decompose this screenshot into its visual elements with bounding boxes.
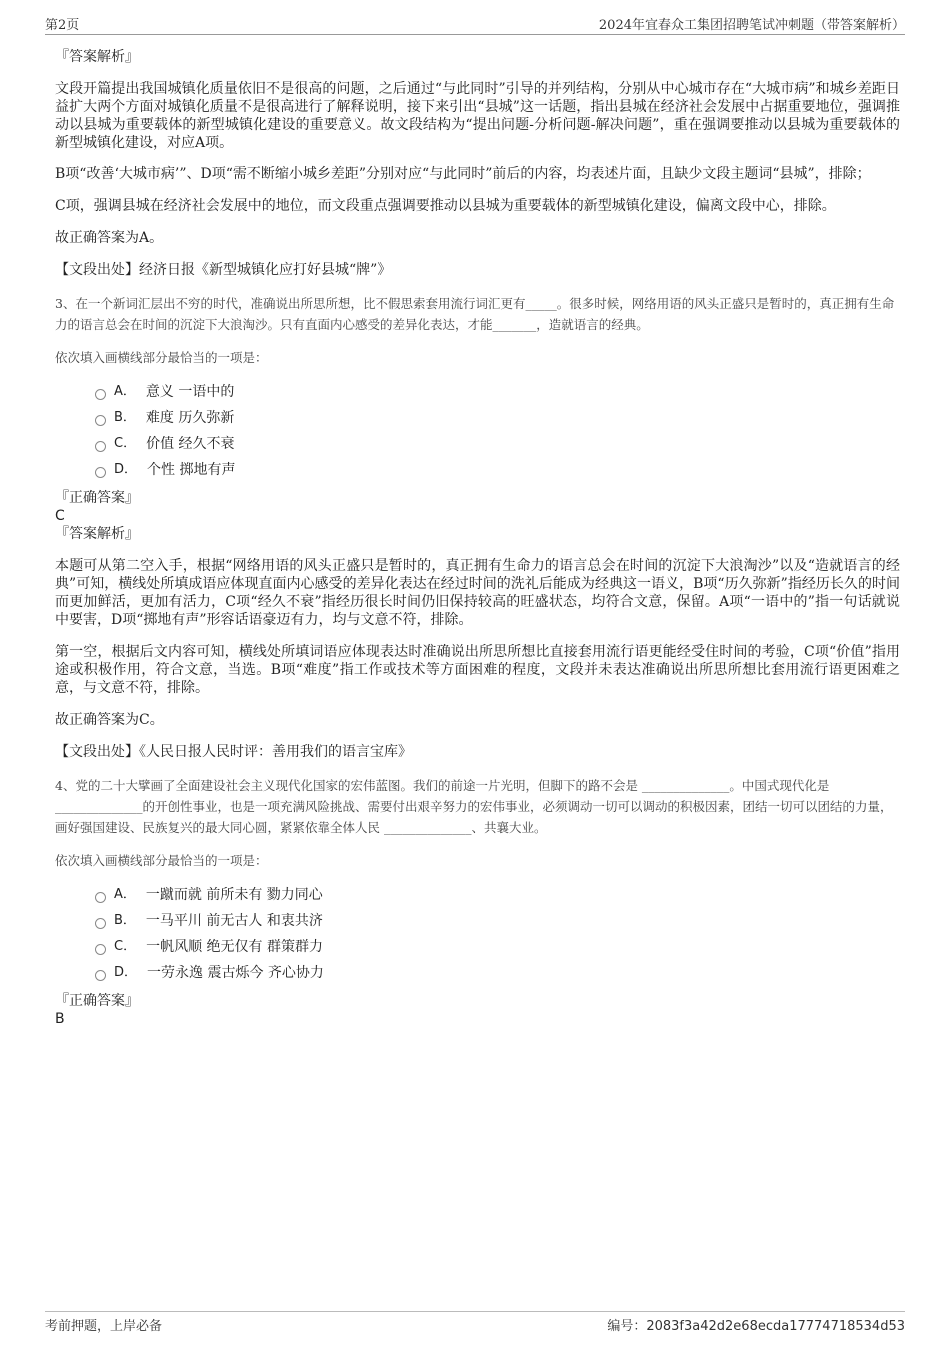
option-c[interactable]: C． 一帆风顺 绝无仅有 群策群力: [95, 934, 900, 960]
analysis-paragraph: B项“改善‘大城市病’”、D项“需不断缩小城乡差距”分别对应“与此同时”前后的内容，均表述片面，且缺少文段主题词“县城”，排除；: [55, 166, 871, 182]
question-text: 3、在一个新词汇层出不穷的时代，准确说出所思所想，比不假思索套用流行词汇更有_____。很多时候，网络用语的风头正盛只是暂时的，真正拥有生命力的语言总会在时间的沉淀下大浪淘沙。只有直面内心感受的差异化表达，才能_______，造就语言的经典。: [55, 296, 895, 332]
answer-label: 『正确答案』: [55, 490, 139, 506]
radio-icon[interactable]: [95, 970, 106, 981]
radio-icon[interactable]: [95, 389, 106, 400]
answer-label: 『正确答案』: [55, 993, 139, 1009]
page-header: [45, 14, 905, 35]
question-instruction: 依次填入画横线部分最恰当的一项是：: [55, 853, 268, 868]
source-citation: 【文段出处】《人民日报人民时评：善用我们的语言宝库》: [55, 744, 412, 760]
option-c[interactable]: C． 价值 经久不衰: [95, 431, 900, 457]
radio-icon[interactable]: [95, 944, 106, 955]
analysis-paragraph: 本题可从第二空入手，根据“网络用语的风头正盛只是暂时的，真正拥有生命力的语言总会在时间的沉淀下大浪淘沙”以及“造就语言的经典”可知，横线处所填成语应体现直面内心感受的差异化表达在经过时间的洗礼后能成为经典这一语义，B项“历久弥新”指经历长久的时间而更加鲜活，更加有活力，C项“经久不衰”指经历很长时间仍旧保持较高的旺盛状态，均符合文意，保留。A项“一语中的”指一句话就说中要害，D项“掷地有声”形容话语豪迈有力，均与文意不符，排除。: [55, 558, 900, 628]
option-b[interactable]: B． 一马平川 前无古人 和衷共济: [95, 908, 900, 934]
question-text: 4、党的二十大擘画了全面建设社会主义现代化国家的宏伟蓝图。我们的前途一片光明，但脚下的路不会是 ______________。中国式现代化是______________的开创性事业，也是一项充满风险挑战、需要付出艰辛努力的宏伟事业，必须调动一切可以调动的积极因素，团结一切可以团结的力量，画好强国建设、民族复兴的最大同心圆，紧紧依靠全体人民 ______________、共襄大业。: [55, 778, 893, 835]
option-a[interactable]: A． 一蹴而就 前所未有 勠力同心: [95, 882, 900, 908]
analysis-paragraph: 文段开篇提出我国城镇化质量依旧不是很高的问题，之后通过“与此同时”引导的并列结构，分别从中心城市存在“大城市病”和城乡差距日益扩大两个方面对城镇化质量不是很高进行了解释说明，接下来引出“县城”这一话题，指出县城在经济社会发展中占据重要地位，强调推动以县城为重要载体的新型城镇化建设的重要意义。故文段结构为“提出问题-分析问题-解决问题”，重在强调要推动以县城为重要载体的新型城镇化建设，对应A项。: [55, 81, 900, 151]
radio-icon[interactable]: [95, 892, 106, 903]
option-list: [55, 882, 900, 986]
radio-icon[interactable]: [95, 415, 106, 426]
analysis-paragraph: C项，强调县城在经济社会发展中的地位，而文段重点强调要推动以县城为重要载体的新型城镇化建设，偏离文段中心，排除。: [55, 198, 836, 214]
option-a[interactable]: A． 意义 一语中的: [95, 379, 900, 405]
correct-answer: B: [55, 1011, 65, 1027]
document-title: 2024年宜春众工集团招聘笔试冲刺题（带答案解析）: [598, 18, 905, 33]
page-footer: [45, 1311, 905, 1337]
page-content: [55, 46, 900, 1028]
question-instruction: 依次填入画横线部分最恰当的一项是：: [55, 350, 268, 365]
conclusion: 故正确答案为C。: [55, 712, 164, 728]
option-b[interactable]: B． 难度 历久弥新: [95, 405, 900, 431]
option-d[interactable]: D． 一劳永逸 震古烁今 齐心协力: [95, 960, 900, 986]
correct-answer: C: [55, 508, 65, 524]
analysis-label: 『答案解析』: [55, 49, 139, 65]
radio-icon[interactable]: [95, 441, 106, 452]
radio-icon[interactable]: [95, 918, 106, 929]
radio-icon[interactable]: [95, 467, 106, 478]
source-citation: 【文段出处】经济日报《新型城镇化应打好县城“牌”》: [55, 262, 392, 278]
option-list: [55, 379, 900, 483]
document-id: 编号：2083f3a42d2e68ecda17774718534d53: [607, 1319, 905, 1334]
analysis-paragraph: 第一空，根据后文内容可知，横线处所填词语应体现表达时准确说出所思所想比直接套用流行语更能经受住时间的考验，C项“价值”指用途或积极作用，符合文意，当选。B项“难度”指工作或技术等方面困难的程度，文段并未表达准确说出所思所想比套用流行语更困难之意，与文意不符，排除。: [55, 644, 900, 696]
page-number: 第2页: [45, 18, 80, 33]
analysis-label: 『答案解析』: [55, 526, 139, 542]
footer-slogan: 考前押题，上岸必备: [45, 1319, 163, 1334]
conclusion: 故正确答案为A。: [55, 230, 164, 246]
option-d[interactable]: D． 个性 掷地有声: [95, 457, 900, 483]
